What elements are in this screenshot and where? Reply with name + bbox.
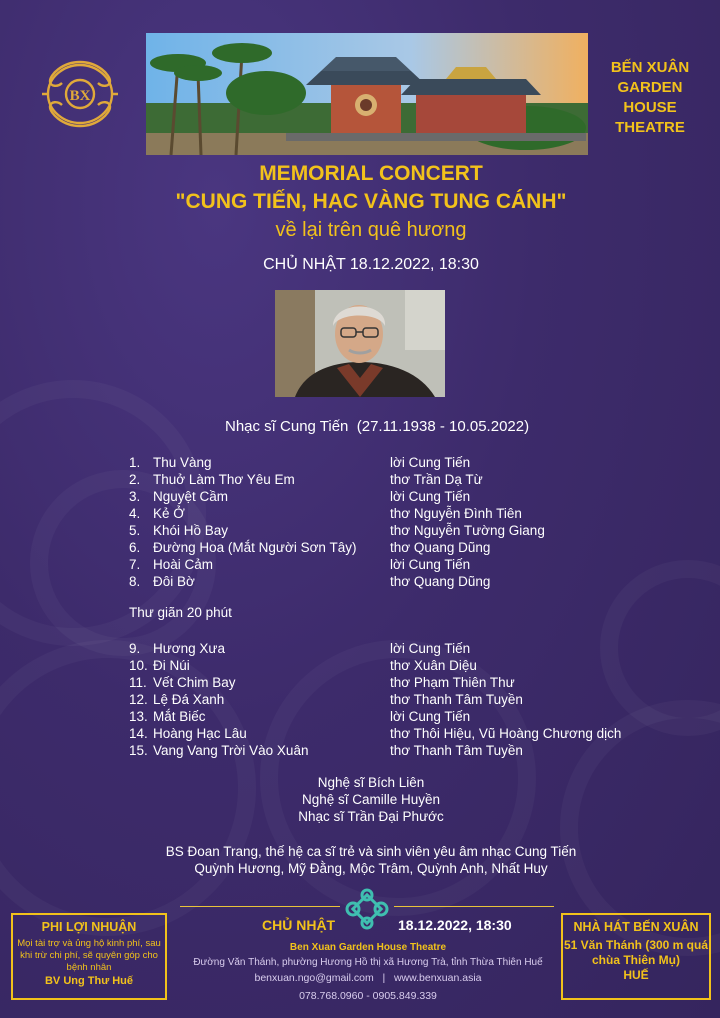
song-title: Nguyệt Cầm bbox=[153, 489, 229, 504]
program-row bbox=[129, 573, 689, 590]
song-title: Vang Vang Trời Vào Xuân bbox=[153, 743, 309, 758]
beneficiary-hospital: BV Ung Thư Huế bbox=[44, 975, 134, 987]
song-number: 5. bbox=[129, 523, 141, 538]
song-credit: lời Cung Tiến bbox=[390, 455, 471, 470]
song-credit: thơ Thanh Tâm Tuyền bbox=[390, 743, 523, 758]
song-number: 4. bbox=[129, 506, 141, 521]
venue-line: BẾN XUÂN bbox=[610, 59, 690, 76]
theatre-box-title: NHÀ HÁT BẾN XUÂN bbox=[573, 920, 699, 934]
concert-subtitle: về lại trên quê hương bbox=[275, 219, 467, 241]
song-credit: lời Cung Tiến bbox=[390, 709, 471, 724]
song-title: Kẻ Ở bbox=[153, 506, 185, 521]
song-title: Đường Hoa (Mắt Người Sơn Tây) bbox=[153, 540, 357, 555]
song-title: Thuở Làm Thơ Yêu Em bbox=[153, 472, 295, 487]
logo-letters: BX bbox=[69, 88, 91, 104]
composer-name-dates: Nhạc sĩ Cung Tiến (27.11.1938 - 10.05.2022) bbox=[225, 418, 530, 435]
song-number: 6. bbox=[129, 540, 141, 555]
program-list-part2 bbox=[129, 640, 689, 759]
song-number: 1. bbox=[129, 455, 141, 470]
program-row bbox=[129, 640, 689, 657]
song-credit: thơ Trần Dạ Từ bbox=[390, 472, 483, 487]
footer-contact-web: benxuan.ngo@gmail.com | www.benxuan.asia bbox=[254, 972, 482, 984]
program-row bbox=[129, 708, 689, 725]
guest-performers bbox=[0, 843, 720, 877]
event-title: MEMORIAL CONCERT bbox=[259, 162, 483, 185]
program-row bbox=[129, 674, 689, 691]
song-title: Mắt Biếc bbox=[153, 709, 206, 724]
song-credit: thơ Phạm Thiên Thư bbox=[390, 675, 515, 690]
song-number: 12. bbox=[129, 692, 148, 707]
song-number: 9. bbox=[129, 641, 141, 656]
theatre-address: 51 Văn Thánh (300 m quá chùa Thiên Mụ) bbox=[563, 938, 709, 967]
program-row bbox=[129, 505, 689, 522]
artist-line: Nghệ sĩ Camille Huyền bbox=[301, 792, 441, 807]
song-credit: lời Cung Tiến bbox=[390, 557, 471, 572]
program-row bbox=[129, 471, 689, 488]
program-row bbox=[129, 556, 689, 573]
song-credit: lời Cung Tiến bbox=[390, 489, 471, 504]
song-title: Đôi Bờ bbox=[153, 574, 195, 589]
song-title: Khói Hồ Bay bbox=[153, 523, 229, 538]
theatre-city: HUẾ bbox=[623, 968, 649, 982]
guest-line: Quỳnh Hương, Mỹ Đằng, Mộc Trâm, Quỳnh Anh, Nhất Huy bbox=[194, 861, 548, 876]
song-number: 11. bbox=[129, 675, 147, 690]
venue-line: GARDEN bbox=[617, 79, 683, 96]
footer-date: 18.12.2022, 18:30 bbox=[398, 917, 512, 933]
ben-xuan-logo bbox=[40, 57, 120, 132]
song-credit: thơ Thanh Tâm Tuyền bbox=[390, 692, 523, 707]
endless-knot-ornament bbox=[343, 888, 391, 930]
guest-line: BS Đoan Trang, thế hệ ca sĩ trẻ và sinh viên yêu âm nhạc Cung Tiến bbox=[165, 844, 577, 859]
program-row bbox=[129, 691, 689, 708]
song-number: 10. bbox=[129, 658, 148, 673]
song-number: 3. bbox=[129, 489, 141, 504]
artist-line: Nghệ sĩ Bích Liên bbox=[317, 775, 425, 790]
footer-phone: 078.768.0960 - 0905.849.339 bbox=[299, 990, 437, 1002]
song-title: Vết Chim Bay bbox=[153, 675, 236, 690]
program-list-part1 bbox=[129, 454, 689, 590]
program-row bbox=[129, 488, 689, 505]
song-title: Thu Vàng bbox=[153, 455, 212, 470]
temple-gate-photo bbox=[146, 33, 588, 155]
song-number: 2. bbox=[129, 472, 141, 487]
song-credit: thơ Nguyễn Đình Tiên bbox=[390, 506, 522, 521]
program-row bbox=[129, 454, 689, 471]
event-datetime: CHỦ NHẬT 18.12.2022, 18:30 bbox=[263, 256, 479, 273]
footer-day: CHỦ NHẬT bbox=[262, 917, 336, 933]
song-number: 8. bbox=[129, 574, 141, 589]
footer-divider-left bbox=[180, 906, 340, 907]
non-profit-text: Mọi tài trợ và ủng hộ kinh phí, sau khi trừ chi phí, sẽ quyên góp cho bệnh nhân bbox=[17, 938, 161, 973]
song-title: Hương Xưa bbox=[153, 641, 225, 656]
intermission-note: Thư giãn 20 phút bbox=[129, 605, 232, 620]
non-profit-box bbox=[11, 913, 167, 1000]
song-credit: lời Cung Tiến bbox=[390, 641, 471, 656]
footer-address: Đường Văn Thánh, phường Hương Hồ thị xã Hương Trà, tỉnh Thừa Thiên Huế bbox=[193, 957, 543, 968]
concert-name: "CUNG TIẾN, HẠC VÀNG TUNG CÁNH" bbox=[175, 190, 567, 213]
program-row bbox=[129, 522, 689, 539]
program-row bbox=[129, 539, 689, 556]
song-credit: thơ Quang Dũng bbox=[390, 574, 491, 589]
song-number: 14. bbox=[129, 726, 148, 741]
song-number: 7. bbox=[129, 557, 141, 572]
composer-portrait bbox=[275, 290, 445, 397]
non-profit-title: PHI LỢI NHUẬN bbox=[41, 920, 137, 934]
song-title: Lệ Đá Xanh bbox=[153, 692, 225, 707]
song-credit: thơ Thôi Hiệu, Vũ Hoàng Chương dịch bbox=[390, 726, 622, 741]
footer-divider-right bbox=[394, 906, 554, 907]
venue-line: HOUSE bbox=[623, 99, 677, 116]
song-number: 13. bbox=[129, 709, 148, 724]
song-title: Đi Núi bbox=[153, 658, 190, 673]
song-title: Hoài Cảm bbox=[153, 557, 214, 572]
artist-line: Nhạc sĩ Trần Đại Phước bbox=[298, 809, 444, 824]
program-row bbox=[129, 725, 689, 742]
song-credit: thơ Xuân Diệu bbox=[390, 658, 477, 673]
footer-venue: Ben Xuan Garden House Theatre bbox=[289, 942, 447, 953]
venue-line: THEATRE bbox=[615, 119, 685, 136]
venue-name bbox=[600, 58, 700, 138]
program-row bbox=[129, 657, 689, 674]
theatre-address-box bbox=[561, 913, 711, 1000]
song-credit: thơ Nguyễn Tường Giang bbox=[390, 523, 545, 538]
song-number: 15. bbox=[129, 743, 148, 758]
performing-artists bbox=[0, 774, 720, 825]
song-credit: thơ Quang Dũng bbox=[390, 540, 491, 555]
song-title: Hoàng Hạc Lâu bbox=[153, 726, 247, 741]
program-row bbox=[129, 742, 689, 759]
